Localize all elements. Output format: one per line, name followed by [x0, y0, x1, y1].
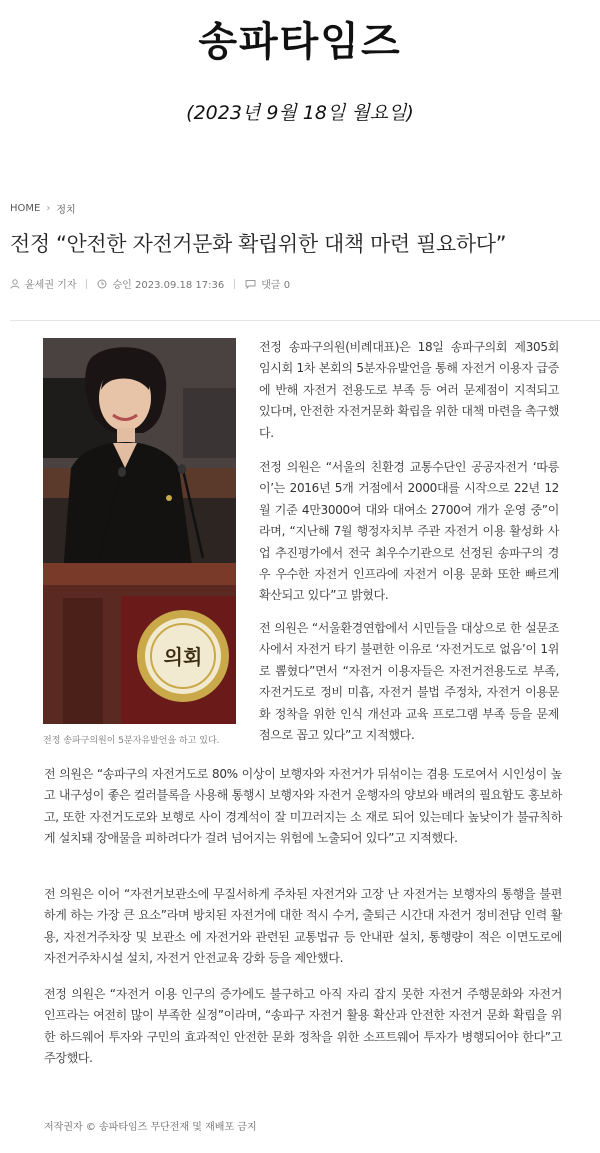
article-paragraph: 전 의원은 “송파구의 자전거도로 80% 이상이 보행자와 자전거가 뒤섞이는 겸용 도로여서 시인성이 높고 내구성이 좋은 컬러블록을 사용해 통행시 보행자와 자전거 운행자의 양보와 배려의 필요함도 홍보하고, 또한 자전거도로와 보행로 사이 경계석이 잘 미끄러지는 소 재로 되어 있는데다 높낮이가 불규칙하게 설치돼 장애물을 피하려다가 걸려 넘어지는 위험에 노출되어 있다”고 지적했다. — [44, 767, 562, 846]
article-paragraph: 전 의원은 이어 “자전거보관소에 무질서하게 주차된 자전거와 고장 난 자전거는 보행자의 통행을 불편하게 하는 가장 큰 요소”라며 방치된 자전거에 대한 적시 수거, 출퇴근 시간대 자전거 정비전담 인력 활용, 자전거주차장 및 보관소 에 자전거와 관련된 교통법규 등 안내판 설치, 통행량이 적은 이면도로에 자전거주차시설 설치, 자전거 안전교육 강화 등을 제안했다. — [44, 887, 562, 966]
breadcrumb-section-link[interactable]: 정치 — [56, 205, 76, 216]
author-name: 윤세권 기자 — [25, 280, 77, 291]
photo-caption: 전정 송파구의원이 5분자유발언을 하고 있다. — [43, 736, 220, 746]
article-paragraph: 전정 의원은 “서울의 친환경 교통수단인 공공자전거 ‘따릉이’는 2016년 5개 거점에서 2000대를 시작으로 22년 12월 기준 4만3000여 대와 대여소 2700여 개가 운영 중”이라며, “지난해 7월 행정자치부 주관 자전거 이용 활성화 사업 추진평가에서 전국 최우수기관으로 선정된 송파구의 경우 우수한 자전거 인프라에 자전거 이용 문화 또한 빠르게 확산되고 있다”고 밝혔다. — [259, 460, 559, 603]
user-icon — [10, 279, 20, 289]
meta-divider — [86, 279, 87, 289]
copyright-notice: 저작권자 © 송파타임즈 무단전재 및 재배포 금지 — [44, 1122, 257, 1133]
approval-info — [97, 276, 224, 291]
author-info — [10, 276, 76, 291]
comment-info[interactable] — [245, 276, 290, 291]
masthead-logo: 송파타임즈 — [198, 19, 402, 65]
clock-icon — [97, 279, 107, 289]
article-photo — [43, 338, 236, 724]
breadcrumb-home-link[interactable]: HOME — [10, 203, 41, 214]
article-title: 전정 “안전한 자전거문화 확립위한 대책 마련 필요하다” — [10, 232, 507, 256]
meta-divider — [234, 279, 235, 289]
chevron-right-icon: › — [46, 203, 51, 214]
article-paragraph: 전 의원은 “서울환경연합에서 시민들을 대상으로 한 설문조사에서 자전거 타기 불편한 이유로 ‘자전거도로 없음’이 1위로 뽑혔다”면서 “자전거 이용자들은 자전거전용도로 부족, 자전거도로 정비 미흡, 자전거 불법 주정차, 자전거 이용문화 정착을 위한 인식 개선과 교육 프로그램 부족 등을 문제점으로 꼽고 있다”고 지적했다. — [259, 621, 559, 743]
photo-plaque-text: 의회 — [163, 645, 203, 669]
publication-date: (2023년 9월 18일 월요일) — [186, 102, 414, 124]
article-meta — [10, 276, 290, 291]
comment-icon — [245, 279, 256, 289]
comment-count: 댓글 0 — [261, 280, 291, 291]
article-paragraph: 전정 송파구의원(비례대표)은 18일 송파구의회 제305회 임시회 1차 본회의 5분자유발언을 통해 자전거 이용자 급증에 반해 자전거 전용도로 부족 등 여러 문제점이 지적되고 있다며, 안전한 자전거문화 확립을 위한 대책 마련을 촉구했다. — [259, 340, 559, 440]
header-divider — [10, 320, 600, 321]
article-paragraph: 전정 의원은 “자전거 이용 인구의 증가에도 불구하고 아직 자리 잡지 못한 자전거 주행문화와 자전거 인프라는 여전히 많이 부족한 실정”이라며, “송파구 자전거 활용 확산과 안전한 자전거 문화 확립을 위한 하드웨어 투자와 구민의 효과적인 안전한 문화 정착을 위한 소프트웨어 투자가 병행되어야 한다”고 주장했다. — [44, 987, 562, 1066]
approval-datetime: 승인 2023.09.18 17:36 — [112, 280, 225, 291]
breadcrumb — [10, 201, 76, 216]
